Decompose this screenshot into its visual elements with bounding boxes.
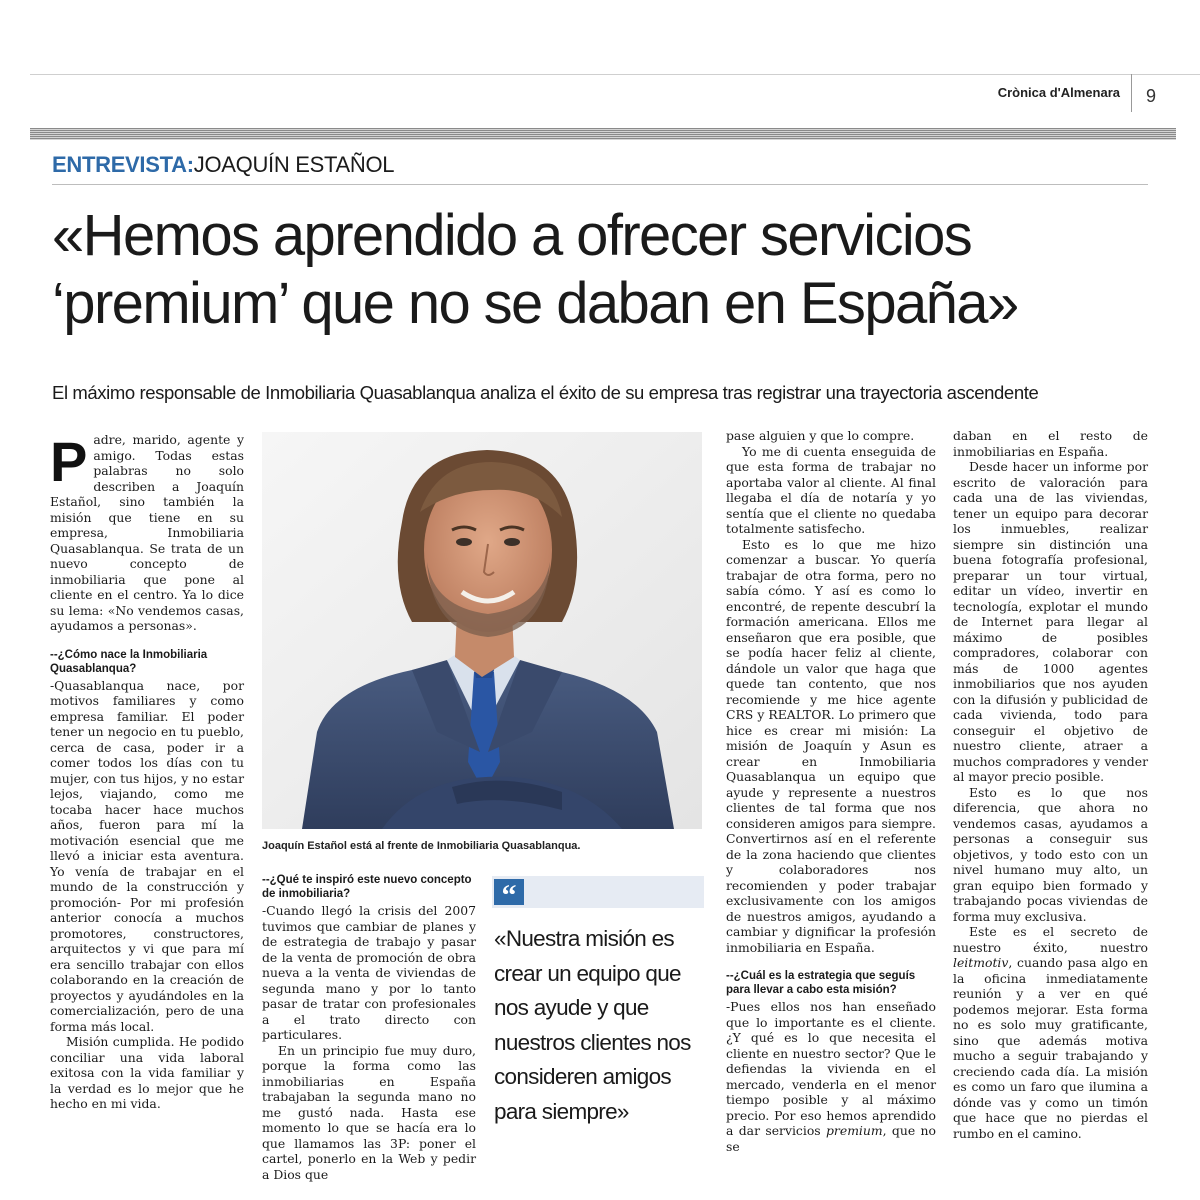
quote-mark-icon: “ (494, 879, 524, 905)
answer-1-paragraph-1: -Quasablanqua nace, por motivos familiares y como empresa familiar. El poder tener un negocio en tu pueblo, cerca de casa, poder ir a comer todos los días con tu mujer, con tus hijos, y no estar lejos, viajando, como me tocaba hacer hace muchos años, fueron para mí la motivación esencial que me llevó a iniciar esta aventura. Yo venía de trabajar en el mundo de la construcción y promoción- Por mi profesión anterior conocía a muchos promotores, constructores, arquitectos y vi que para mí era sencillo trabajar con ellos colaborando en la creación de proyectos y ayudándoles en la comercialización, pero de una forma más local. (50, 677, 244, 1034)
page-number: 9 (1146, 86, 1157, 106)
kicker-rule (52, 184, 1148, 185)
answer-2-paragraph-1: -Cuando llegó la crisis del 2007 tuvimos que cambiar de planes y de estrategia de trabajo y pasar de la venta de promoción de obra nueva a la venta de viviendas de segunda mano y por lo tanto pasar de tratar con profesionales a el trato directo con particulares. (262, 903, 476, 1042)
pull-quote (494, 922, 709, 1129)
headline (52, 202, 1172, 338)
column-4-paragraph-1: daban en el resto de inmobiliarias en España. (953, 428, 1148, 459)
column-4-paragraph-2: Desde hacer un informe por escrito de valoración para cada una de las viviendas, tener un equipo para decorar los inmuebles, realizar siempre sin distinción una buena fotografía profesional, preparar un tour virtual, editar un vídeo, invertir en tecnología, explotar el mundo de Internet para llegar al máximo de posibles compradores, colaborar con más de 1000 agentes inmobiliarios que nos ayuden con la difusión y publicidad de cada vivienda, todo para conseguir el objetivo de nuestro cliente, atraer a muchos compradores y vender al mayor precio posible. (953, 459, 1148, 784)
answer-2-paragraph-2: En un principio fue muy duro, porque la forma como las inmobiliarias en España trabajaban la segunda mano no me gustó nada. Hasta ese momento lo que se hacía era lo que llamamos las 3P: poner el cartel, ponerlo en la Web y pedir a Dios que (262, 1042, 476, 1182)
answer-3-emphasis: premium (826, 1123, 883, 1138)
publication-name: Crònica d'Almenara (997, 85, 1120, 100)
headline-line-2: ‘premium’ que no se daban en España» (52, 271, 1018, 336)
answer-3-paragraph-1 (726, 999, 936, 1154)
kicker (52, 152, 394, 178)
portrait-illustration (262, 432, 702, 829)
column-4-paragraph-4 (953, 924, 1148, 1141)
question-3: --¿Cuál es la estrategia que seguís para llevar a cabo esta misión? (726, 970, 916, 996)
question-1: --¿Cómo nace la Inmobiliaria Quasablanqua? (50, 648, 208, 675)
column-4-emphasis: leitmotiv (953, 955, 1009, 970)
intro-paragraph (50, 432, 244, 634)
column-3-paragraph-1: pase alguien y que lo compre. (726, 428, 915, 443)
pull-quote-line: nuestros clientes nos (494, 1029, 691, 1055)
kicker-section: ENTREVISTA: (52, 152, 194, 177)
pull-quote-line: consideren amigos (494, 1064, 671, 1089)
article-column-2 (262, 873, 476, 1182)
article-column-1 (50, 432, 244, 1112)
question-2: --¿Qué te inspiró este nuevo concepto de inmobiliaria? (262, 874, 472, 900)
kicker-name: JOAQUÍN ESTAÑOL (193, 152, 395, 177)
answer-3-text-b: , que no se (726, 1123, 936, 1154)
column-4-text-a: Este es el secreto de nuestro éxito, nuestro (953, 924, 1148, 955)
portrait-photo (262, 432, 702, 829)
drop-cap: P (50, 430, 88, 493)
subheadline: El máximo responsable de Inmobiliaria Quasablanqua analiza el éxito de su empresa tras registrar una trayectoria ascendente (52, 382, 1039, 403)
pull-quote-line: crear un equipo que (494, 960, 681, 986)
headline-line-1: «Hemos aprendido a ofrecer servicios (52, 203, 972, 268)
photo-caption: Joaquín Estañol está al frente de Inmobiliaria Quasablanqua. (262, 840, 581, 852)
answer-3-text-a: -Pues ellos nos han enseñado que lo importante es el cliente. ¿Y qué es lo que necesita el cliente en nuestro sector? Que le defiendas la vivienda en el mercado, venderla en el menor tiempo posible y al máximo precio. Por eso hemos aprendido a dar servicios (726, 999, 936, 1138)
pull-quote-line: para siempre» (494, 1098, 629, 1124)
article-column-4 (953, 428, 1148, 1141)
top-rule (30, 74, 1200, 75)
column-3-paragraph-3: Esto es lo que me hizo comenzar a buscar. Yo quería trabajar de otra forma, pero no sabía cómo. Y así es como lo encontré, de repente descubrí la formación americana. Ellos me enseñaron que era posible, que se podía hacer feliz al cliente, dándole un valor que haga que quede tan contento, que nos recomiende y me hice agente CRS y REALTOR. Lo primero que hice es crear mi misión: La misión de Joaquín y Asun es crear en Inmobiliaria Quasablanqua un equipo que ayude y represente a nuestros clientes de tal forma que nos consideren amigos para siempre. Convertirnos así en el referente de la zona haciendo que clientes y colaboradores nos recomienden y poder trabajar exclusivamente con los amigos de nuestros amigos, ayudando a cambiar y dignificar la profesión inmobiliaria en España. (726, 536, 936, 955)
column-4-text-b: , cuando pasa algo en la oficina inmediatamente reunión y a ver en qué podemos mejorar. Esta forma no es solo muy gratificante, sino que además motiva mucho a seguir trabajando y creciendo cada día. La misión es como un faro que ilumina a dónde vas y como un timón que hace que no pierdas el rumbo en el camino. (953, 955, 1148, 1141)
intro-text: adre, marido, agente y amigo. Todas estas palabras no solo describen a Joaquín Estañol, sino también la misión que tiene en su empresa, Inmobiliaria Quasablanqua. Se trata de un nuevo concepto de inmobiliaria que pone al cliente en el centro. Ya lo dice su lema: «No vendemos casas, ayudamos a personas». (50, 432, 244, 633)
article-column-3 (726, 428, 936, 1154)
column-4-paragraph-3: Esto es lo que nos diferencia, que ahora no vendemos casas, ayudamos a personas a conseguir sus objetivos, y todo esto con un nivel humano muy alto, un gran equipo bien formado y trabajando pocas viviendas de forma muy exclusiva. (953, 784, 1148, 924)
pull-quote-line: nos ayude y que (494, 995, 649, 1020)
header-band (30, 128, 1176, 140)
answer-1-paragraph-2: Misión cumplida. He podido conciliar una vida laboral exitosa con la vida familiar y la verdad es lo mejor que he hecho en mi vida. (50, 1034, 244, 1111)
column-3-paragraph-2: Yo me di cuenta enseguida de que esta forma de trabajar no aportaba valor al cliente. Al final llegaba el día de notaría y yo sentía que el cliente no quedaba totalmente satisfecho. (726, 443, 936, 536)
pull-quote-line: «Nuestra misión es (494, 926, 674, 951)
header-separator (1131, 74, 1132, 112)
